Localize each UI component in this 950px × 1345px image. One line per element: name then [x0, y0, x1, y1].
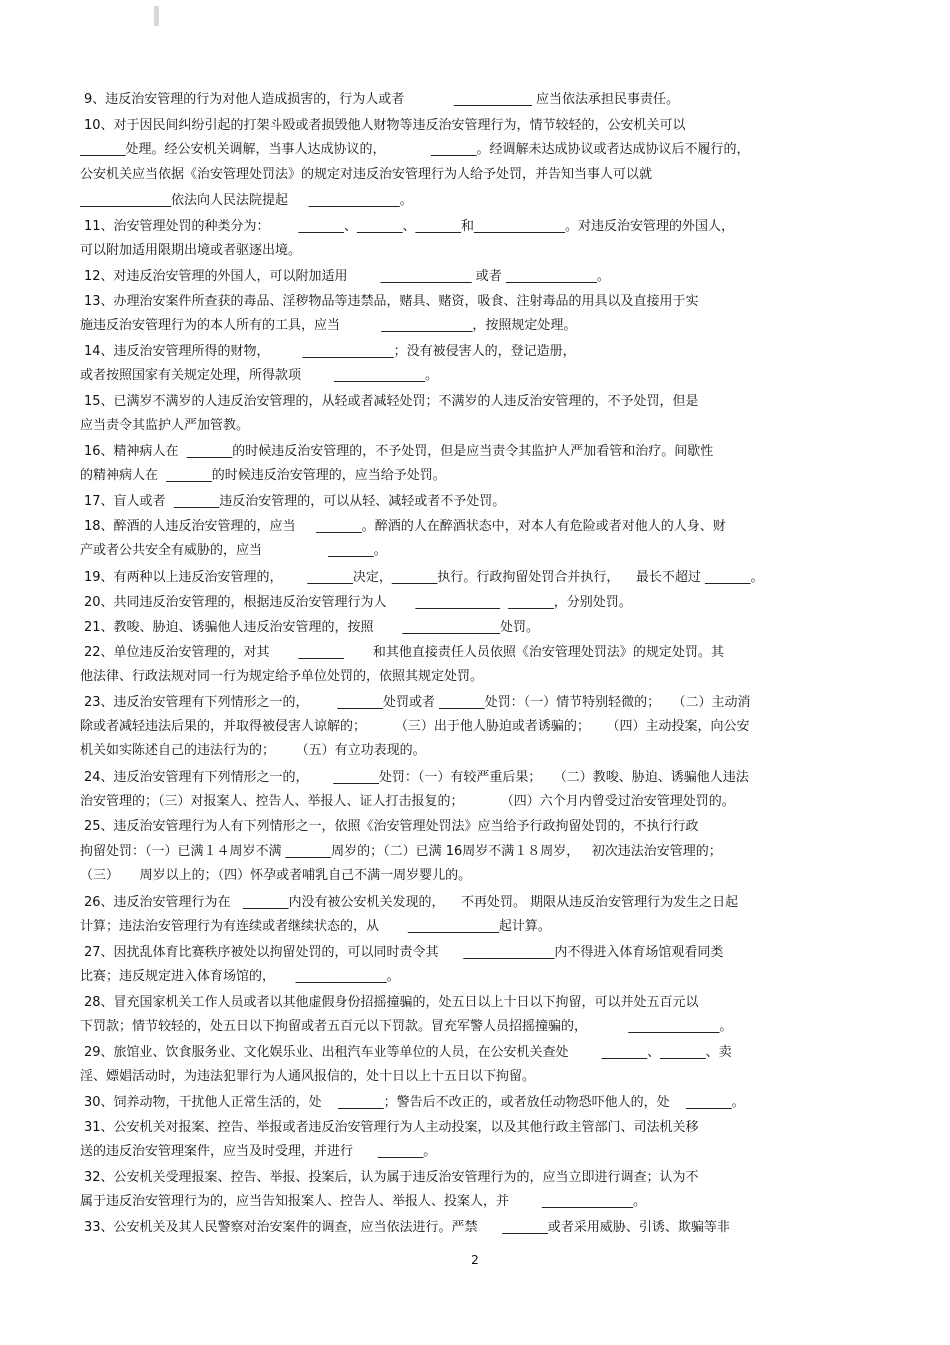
- text-line: 12、对违反治安管理的外国人，可以附加适用 ______________ 或者 ______________。: [84, 269, 610, 284]
- text-line: 属于违反治安管理行为的，应当告知报案人、控告人、举报人、投案人，并 ______________。: [80, 1194, 647, 1209]
- text-line: 33、公安机关及其人民警察对治安案件的调查，应当依法进行。严禁 _______或者采用威胁、引诱、欺骗等非: [84, 1220, 730, 1235]
- text-line: 他法律、行政法规对同一行为规定给予单位处罚的，依照其规定处罚。: [80, 669, 484, 684]
- text-line: 21、教唆、胁迫、诱骗他人违反治安管理的，按照 _______________处罚。: [84, 620, 539, 635]
- text-line: 20、共同违反治安管理的，根据违反治安管理行为人 _____________ _______，分别处罚。: [84, 595, 632, 610]
- text-line: 比赛；违反规定进入体育场馆的， ______________。: [80, 969, 400, 984]
- text-line: 13、办理治安案件所查获的毒品、淫秽物品等违禁品，赌具、赌资，吸食、注射毒品的用具以及直接用于实: [84, 294, 699, 309]
- text-line: 16、精神病人在 _______的时候违反治安管理的，不予处罚，但是应当责令其监护人严加看管和治疗。间歇性: [84, 444, 714, 459]
- text-line: 14、违反治安管理所得的财物， ______________；没有被侵害人的，登记造册，: [84, 344, 576, 359]
- text-line: 30、饲养动物，干扰他人正常生活的，处 _______；警告后不改正的，或者放任动物恐吓他人的，处 _______。: [84, 1095, 745, 1110]
- text-line: 除或者减轻违法后果的，并取得被侵害人谅解的； （三）出于他人胁迫或者诱骗的； （四）主动投案，向公安: [80, 719, 750, 734]
- text-line: 26、违反治安管理行为在 _______内没有被公安机关发现的， 不再处罚。 期限从违反治安管理行为发生之日起: [84, 895, 739, 910]
- text-line: 施违反治安管理行为的本人所有的工具，应当 ______________，按照规定处理。: [80, 318, 577, 333]
- text-line: 31、公安机关对报案、控告、举报或者违反治安管理行为人主动投案，以及其他行政主管部门、司法机关移: [84, 1120, 699, 1135]
- text-line: _______处理。经公安机关调解，当事人达成协议的， _______。经调解未达成协议或者达成协议后不履行的，: [80, 142, 750, 157]
- text-line: 32、公安机关受理报案、控告、举报、投案后，认为属于违反治安管理行为的，应当立即进行调查；认为不: [84, 1170, 699, 1185]
- text-line: 25、违反治安管理行为人有下列情形之一，依照《治安管理处罚法》应当给予行政拘留处罚的，不执行行政: [84, 819, 699, 834]
- text-line: 送的违反治安管理案件，应当及时受理，并进行 _______。: [80, 1144, 437, 1159]
- text-line: 22、单位违反治安管理的，对其 _______ 和其他直接责任人员依照《治安管理处罚法》的规定处罚。其: [84, 645, 724, 660]
- text-line: 的精神病人在 _______的时候违反治安管理的，应当给予处罚。: [80, 468, 446, 483]
- page-number: 2: [471, 1253, 479, 1267]
- text-line: 18、醉酒的人违反治安管理的，应当 _______。醉酒的人在醉酒状态中，对本人有危险或者对他人的人身、财: [84, 519, 726, 534]
- text-line: （三） 周岁以上的；（四）怀孕或者哺乳自己不满一周岁婴儿的。: [80, 868, 472, 883]
- text-line: 9、违反治安管理的行为对他人造成损害的，行为人或者 ____________ 应当依法承担民事责任。: [84, 92, 679, 107]
- text-line: ______________依法向人民法院提起 ______________。: [80, 193, 413, 208]
- text-line: 10、对于因民间纠纷引起的打架斗殴或者损毁他人财物等违反治安管理行为，情节较轻的，公安机关可以: [84, 118, 686, 133]
- text-line: 23、违反治安管理有下列情形之一的， _______处罚或者 _______处罚：（一）情节特别轻微的； （二）主动消: [84, 695, 751, 710]
- text-line: 应当责令其监护人严加管教。: [80, 418, 250, 433]
- text-line: 拘留处罚：（一）已满１４周岁不满 _______周岁的；（二）已满 16周岁不满１８周岁， 初次违法治安管理的；: [80, 844, 722, 859]
- text-line: 淫、嫖娼活动时，为违法犯罪行为人通风报信的，处十日以上十五日以下拘留。: [80, 1069, 536, 1084]
- text-line: 19、有两种以上违反治安管理的， _______决定，_______执行。行政拘留处罚合并执行， 最长不超过 _______。: [84, 570, 764, 585]
- text-line: 29、旅馆业、饮食服务业、文化娱乐业、出租汽车业等单位的人员，在公安机关查处 _______、_______、卖: [84, 1045, 732, 1060]
- text-line: 28、冒充国家机关工作人员或者以其他虚假身份招摇撞骗的，处五日以上十日以下拘留，可以并处五百元以: [84, 995, 699, 1010]
- text-line: 或者按照国家有关规定处理，所得款项 ______________。: [80, 368, 439, 383]
- text-line: 24、违反治安管理有下列情形之一的， _______处罚：（一）有较严重后果； （二）教唆、胁迫、诱骗他人违法: [84, 770, 749, 785]
- text-line: 治安管理的；（三）对报案人、控告人、举报人、证人打击报复的； （四）六个月内曾受过治安管理处罚的。: [80, 794, 735, 809]
- text-line: 15、已满岁不满岁的人违反治安管理的，从轻或者减轻处罚；不满岁的人违反治安管理的，不予处罚，但是: [84, 394, 699, 409]
- text-line: 27、因扰乱体育比赛秩序被处以拘留处罚的，可以同时责令其 ______________内不得进入体育场馆观看同类: [84, 945, 724, 960]
- text-line: 产或者公共安全有威胁的，应当 _______。: [80, 543, 387, 558]
- text-line: 公安机关应当依据《治安管理处罚法》的规定对违反治安管理行为人给予处罚，并告知当事人可以就: [80, 167, 653, 182]
- text-line: 计算；违法治安管理行为有连续或者继续状态的，从 ______________起计算。: [80, 919, 551, 934]
- text-line: 机关如实陈述自己的违法行为的； （五）有立功表现的。: [80, 743, 426, 758]
- text-line: 17、盲人或者 _______违反治安管理的，可以从轻、减轻或者不予处罚。: [84, 494, 506, 509]
- text-line: 11、治安管理处罚的种类分为： _______、_______、_______和______________。对违反治安管理的外国人，: [84, 219, 734, 234]
- text-line: 可以附加适用限期出境或者驱逐出境。: [80, 243, 302, 258]
- text-line: 下罚款；情节较轻的，处五日以下拘留或者五百元以下罚款。冒充军警人员招摇撞骗的， ______________。: [80, 1019, 733, 1034]
